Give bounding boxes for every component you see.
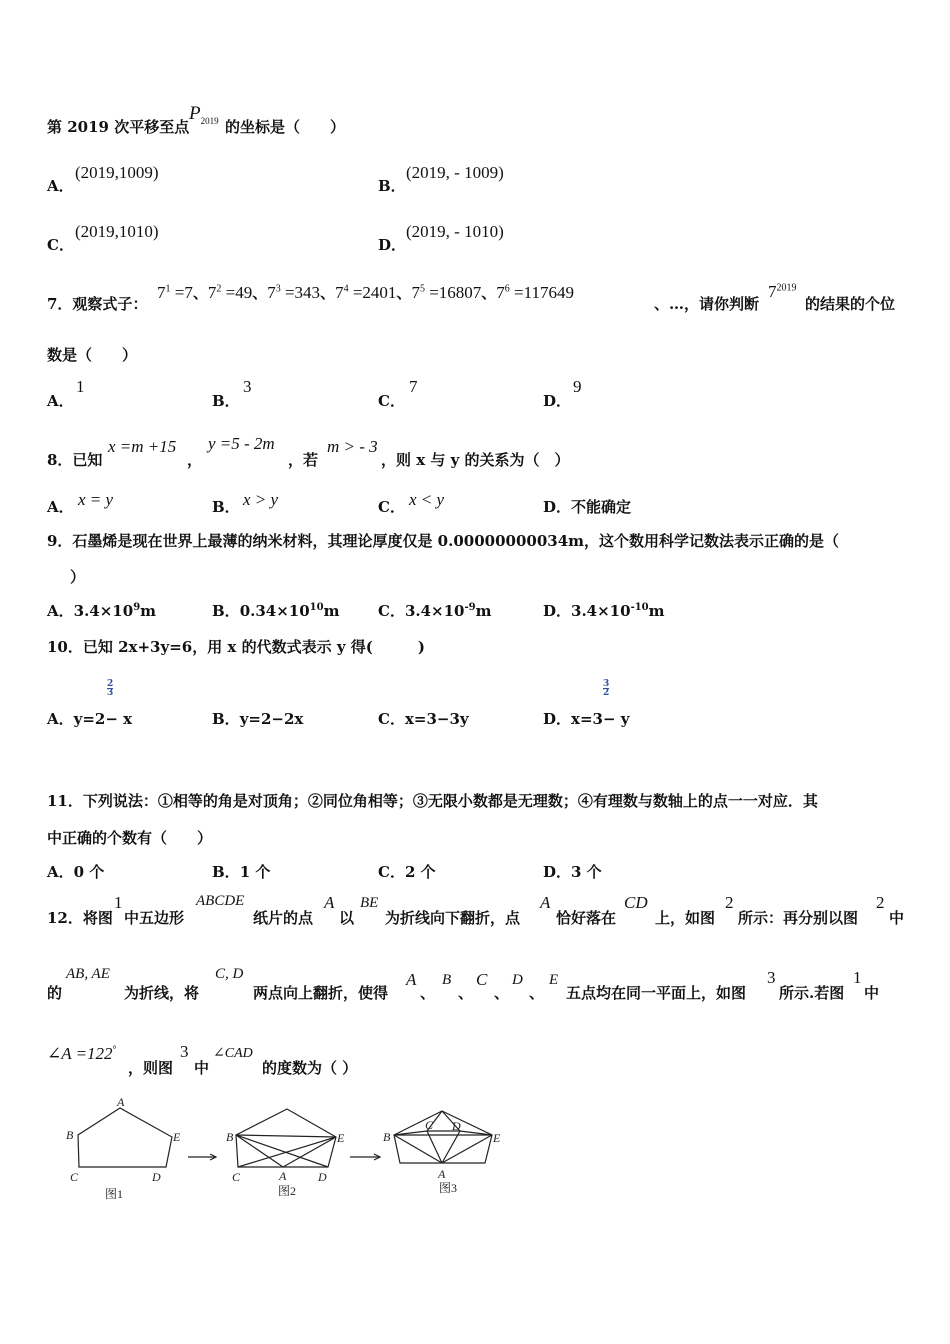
q7-option-d-value: 9 [573, 377, 582, 396]
q9-option-c: C．$3.4\times 10^{-9}m$ [378, 602, 492, 620]
q6-point-letter: P [189, 103, 201, 124]
fig2-label-e: E [337, 1131, 345, 1145]
q10-stem: 10．已知 2x+3y=6，用 x 的代数式表示 y 得( ) [47, 638, 425, 656]
q12-l3-a: ，则图 [128, 1059, 174, 1077]
q12-l3-cad: ∠CAD [213, 1046, 253, 1061]
fig1-label-c: C [70, 1170, 79, 1184]
fig2-ba [236, 1135, 283, 1167]
q12-l1-g: 上，如图 [655, 909, 716, 927]
q8-option-c-label: C． [378, 498, 405, 516]
q12-l2-f: 中 [864, 984, 880, 1002]
q8-stem: 8．已知 [47, 451, 103, 469]
q6-point-sub: 2019 [200, 115, 219, 126]
fig1-caption: 图1 [105, 1187, 124, 1201]
q6-point [189, 103, 219, 126]
q12-l1-A2: A [540, 893, 551, 912]
fig2-label-d: D [318, 1170, 327, 1184]
fig2-ea [283, 1137, 336, 1167]
fig2-bd [236, 1135, 328, 1167]
q10-option-d-fraction: $\frac{3}{2}$ [603, 679, 610, 698]
q12-l1-h: 所示：再分别以图 [738, 909, 859, 927]
fig2-fold-be [236, 1135, 336, 1137]
q9-line1: 9．石墨烯是现在世界上最薄的纳米材料，其理论厚度仅是 0.00000000034m，这个数用科学记数法表示正确的是（ [47, 532, 840, 550]
q12-l2-sep4: 、 [529, 984, 545, 1002]
q8-option-a-label: A． [47, 498, 74, 516]
q12-l1-i: 中 [889, 909, 905, 927]
q7-option-a-value: 1 [76, 377, 85, 396]
q7-power: $7^{2019}$ [768, 282, 797, 301]
q12-l1-d: 以 [339, 909, 355, 927]
q12-l2-e: 所示.若图 [779, 984, 845, 1002]
fig3-label-a: A [438, 1167, 446, 1181]
fig3-label-b: B [383, 1130, 391, 1144]
q12-l2-C: C [476, 970, 488, 989]
q9-option-b: B．$0.34\times 10^{10}m$ [212, 602, 340, 620]
q6-option-c-label: C． [47, 236, 74, 254]
q7-expressions: $7^1 =7$、$7^2 =49$、$7^3 =343$、$7^4 =2401$、$7^5 =16807$、$7^6 =117649$ [157, 283, 575, 302]
q11-line2: 中正确的个数有（ ） [47, 829, 213, 847]
q12-l1-CD: CD [624, 893, 648, 912]
q6-option-b-value: (2019, - 1009) [406, 163, 504, 182]
q12-l2-A: A [406, 970, 417, 989]
fig2-label-b: B [226, 1130, 234, 1144]
q12-l1-fig2: 2 [725, 893, 734, 912]
q12-l1-a: 12．将图 [47, 909, 113, 927]
fig2-label-c: C [232, 1170, 241, 1184]
q10-option-d: D．x=3− y [543, 710, 630, 728]
q6-option-d-value: (2019, - 1010) [406, 222, 504, 241]
q12-l2-b: 为折线，将 [124, 984, 200, 1002]
q12-l1-fig1: 1 [114, 893, 123, 912]
q6-option-a-value: (2019,1009) [75, 163, 159, 182]
q12-l2-sep2: 、 [458, 984, 474, 1002]
q12-l2-c: 两点向上翻折，使得 [253, 984, 389, 1002]
q7-option-a-label: A． [47, 392, 74, 410]
q10-option-a: A．y=2− x [47, 710, 133, 728]
q12-l1-A: A [324, 893, 335, 912]
q10-option-c: C．x=3−3y [378, 710, 469, 728]
fig3-label-c: C [425, 1118, 434, 1132]
q12-l1-fig2b: 2 [876, 893, 885, 912]
q6-stem-text-b: 的坐标是（ ） [225, 118, 346, 136]
q10-option-b: B．y=2−2x [212, 710, 304, 728]
q6-stem-text-a: 第 2019 次平移至点 [47, 118, 190, 136]
q12-l1-c: 纸片的点 [253, 909, 314, 927]
q8-option-a-value: x = y [78, 490, 114, 509]
q11-option-c: C．2 个 [378, 863, 436, 881]
fig1-label-d: D [152, 1170, 161, 1184]
q11-line1: 11．下列说法：①相等的角是对顶角；②同位角相等；③无限小数都是无理数；④有理数与数轴上的点一一对应．其 [47, 792, 818, 810]
fig2-outline [236, 1109, 336, 1167]
q7-tail2: 的结果的个位 [805, 295, 896, 313]
q7-stem: 7．观察式子： [47, 295, 148, 313]
q9-option-a: A．$3.4\times 10^9m$ [47, 602, 157, 620]
q8-option-d-label: D． [543, 498, 572, 516]
q8-option-b-label: B． [212, 498, 240, 516]
q8-expr-1: x =m +15 [108, 437, 177, 456]
q7-tail: 、…，请你判断 [654, 295, 760, 313]
q7-option-c-value: 7 [409, 377, 418, 396]
q12-l3-b: 中 [194, 1059, 210, 1077]
fig2-ce [238, 1137, 336, 1167]
q7-line2: 数是（ ） [47, 346, 138, 364]
q12-l1-f: 恰好落在 [556, 909, 617, 927]
q12-l3-angle: ∠A =122° [47, 1044, 117, 1063]
fig3-label-d: D [452, 1119, 461, 1133]
q12-l1-e: 为折线向下翻折，点 [385, 909, 521, 927]
fig1-label-b: B [66, 1128, 74, 1142]
q12-l2-d: 五点均在同一平面上，如图 [566, 984, 747, 1002]
q6-option-d-label: D． [378, 236, 407, 254]
q12-l2-D: D [512, 972, 523, 988]
q12-l3-fig3: 3 [180, 1042, 189, 1061]
q8-sep: ， [187, 451, 203, 469]
q8-option-d-value: 不能确定 [571, 498, 632, 516]
q12-l2-a: 的 [47, 984, 63, 1002]
pentagon-figures [60, 1095, 520, 1210]
q8-option-d [543, 496, 631, 517]
q6-option-b-label: B． [378, 177, 406, 195]
q7-option-b-label: B． [212, 392, 240, 410]
q8-expr-3: m > - 3 [327, 437, 378, 456]
q10-option-a-fraction: $\frac{2}{3}$ [107, 679, 114, 698]
fig1-label-a: A [117, 1095, 125, 1109]
q12-l2-abae: AB, AE [66, 966, 110, 982]
q7-option-b-value: 3 [243, 377, 252, 396]
q11-option-d: D．3 个 [543, 863, 602, 881]
q12-l1-b: 中五边形 [124, 909, 185, 927]
q9-option-d: D．$3.4\times 10^{-10}m$ [543, 602, 665, 620]
q6-stem [47, 116, 189, 137]
q11-option-a: A．0 个 [47, 863, 105, 881]
q12-l2-sep1: 、 [420, 984, 436, 1002]
q8-option-b-value: x > y [243, 490, 279, 509]
q12-l2-fig1: 1 [853, 968, 862, 987]
fig1-label-e: E [173, 1130, 181, 1144]
q9-line2: ） [70, 568, 86, 586]
q6-option-a-label: A． [47, 177, 74, 195]
q12-l2-cd: C, D [215, 966, 244, 982]
q12-l1-BE: BE [360, 895, 379, 911]
fig1-pentagon [78, 1108, 172, 1167]
fig3-label-e: E [493, 1131, 501, 1145]
q12-l1-abcde: ABCDE [196, 893, 245, 909]
fig2-caption: 图2 [278, 1184, 297, 1198]
q8-tail: ，则 x 与 y 的关系为（ ） [381, 451, 570, 469]
q7-option-d-label: D． [543, 392, 572, 410]
q12-l2-E: E [549, 972, 559, 988]
fig2-label-a: A [279, 1169, 287, 1183]
q7-option-c-label: C． [378, 392, 405, 410]
q12-l2-sep3: 、 [494, 984, 510, 1002]
fig3-caption: 图3 [439, 1181, 458, 1195]
q8-if: ，若 [288, 451, 319, 469]
fig3-outline [394, 1111, 492, 1163]
q8-expr-2: y =5 - 2m [208, 434, 275, 453]
q6-option-c-value: (2019,1010) [75, 222, 159, 241]
q8-option-c-value: x < y [409, 490, 445, 509]
q12-l2-B: B [442, 972, 452, 988]
q11-option-b: B．1 个 [212, 863, 271, 881]
q12-l2-fig3: 3 [767, 968, 776, 987]
q12-l3-c: 的度数为（ ） [262, 1059, 358, 1077]
